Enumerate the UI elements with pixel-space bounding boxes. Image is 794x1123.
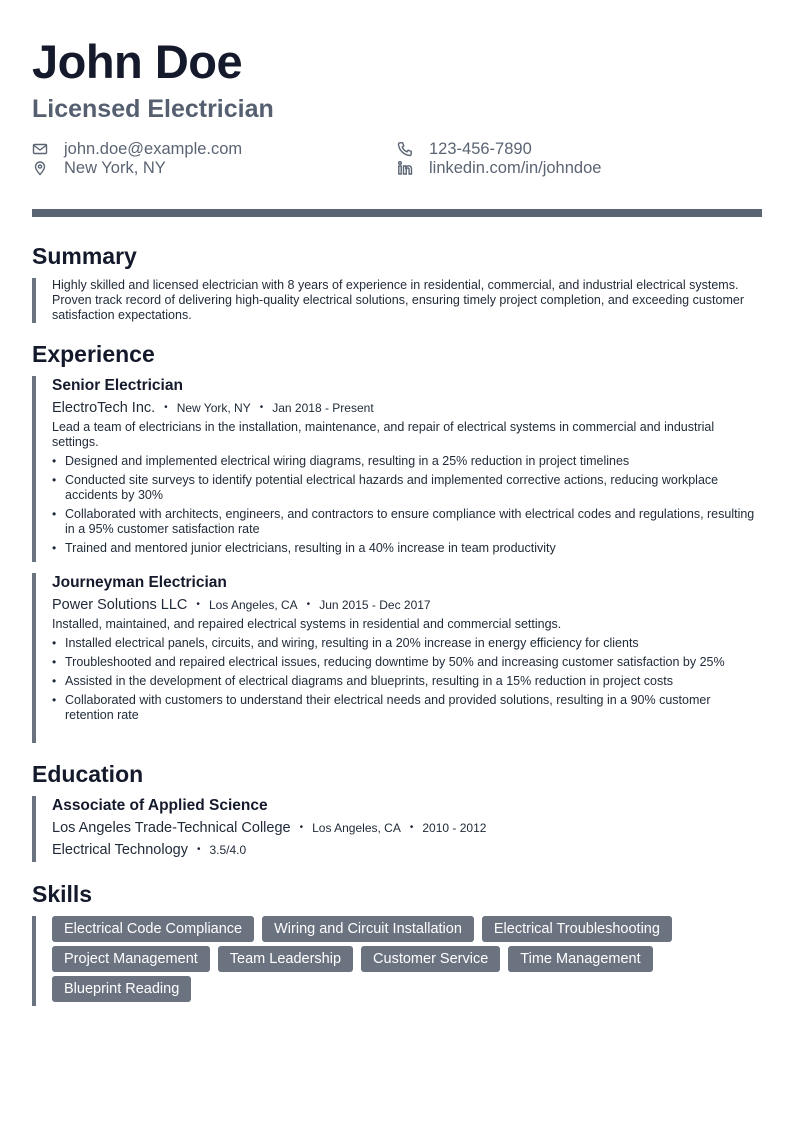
- job-description: Installed, maintained, and repaired electrical systems in residential and commercial settings.: [52, 617, 562, 631]
- degree-title: Associate of Applied Science: [52, 797, 268, 814]
- list-item: • Designed and implemented electrical wiring diagrams, resulting in a 25% reduction in project timelines: [52, 454, 630, 468]
- experience-heading: Experience: [32, 341, 155, 367]
- skill-chip: Wiring and Circuit Installation: [262, 916, 474, 942]
- linkedin-text[interactable]: linkedin.com/in/johndoe: [429, 159, 602, 177]
- gpa: 3.5/4.0: [209, 843, 247, 857]
- skill-chip: Blueprint Reading: [52, 976, 191, 1002]
- separator-dot: •: [409, 822, 414, 833]
- header-divider: [32, 209, 762, 217]
- phone-icon: [397, 141, 413, 157]
- summary-block: [32, 278, 762, 323]
- summary-heading: Summary: [32, 243, 137, 269]
- education-heading: Education: [32, 761, 144, 787]
- separator-dot: •: [259, 402, 264, 413]
- job-entry: [32, 376, 762, 562]
- job-achievements: [52, 454, 762, 556]
- education-meta: [52, 818, 762, 838]
- job-meta: [52, 398, 762, 418]
- education-entry: [32, 796, 762, 862]
- skill-chip: Team Leadership: [218, 946, 353, 972]
- job-entry: [32, 573, 762, 743]
- separator-dot: •: [306, 599, 311, 610]
- email-text[interactable]: john.doe@example.com: [64, 140, 243, 158]
- location-text: New York, NY: [64, 159, 166, 177]
- list-item: • Collaborated with architects, engineers, and contractors to ensure compliance with electrical codes and regulations, resulting in a 95% customer satisfaction rate: [52, 507, 755, 536]
- skill-chip: Project Management: [52, 946, 210, 972]
- list-item: • Conducted site surveys to identify potential electrical hazards and implemented corrective actions, reducing workplace accidents by 30%: [52, 473, 719, 502]
- job-location: Los Angeles, CA: [208, 598, 298, 612]
- skills-block: [32, 916, 762, 1006]
- job-achievements: [52, 636, 762, 723]
- school-name: Los Angeles Trade-Technical College: [52, 820, 291, 836]
- list-item: • Trained and mentored junior electricians, resulting in a 40% increase in team productivity: [52, 541, 556, 555]
- list-item: • Troubleshooted and repaired electrical issues, reducing downtime by 50% and increasing customer satisfaction by 25%: [52, 655, 725, 669]
- separator-dot: •: [164, 402, 168, 413]
- job-dates: Jun 2015 - Dec 2017: [319, 598, 431, 612]
- contact-location: [32, 158, 166, 178]
- skill-chip: Customer Service: [361, 946, 500, 972]
- contact-linkedin[interactable]: [397, 158, 601, 178]
- skill-chip: Electrical Code Compliance: [52, 916, 254, 942]
- location-pin-icon: [32, 160, 48, 176]
- linkedin-icon: [397, 160, 413, 176]
- job-company: ElectroTech Inc.: [52, 400, 156, 416]
- phone-text[interactable]: 123-456-7890: [429, 140, 532, 158]
- summary-text: Highly skilled and licensed electrician with 8 years of experience in residential, commercial, and industrial electrical systems. Proven track record of delivering high-quality electrical solutions, ensuring timely project completion, and exceeding customer satisfaction expectations.: [52, 278, 745, 322]
- skills-heading: Skills: [32, 881, 93, 907]
- education-details: [52, 840, 762, 860]
- list-item: • Assisted in the development of electrical diagrams and blueprints, resulting in a 15% reduction in project costs: [52, 674, 673, 688]
- list-item: • Collaborated with customers to understand their electrical needs and provided solutions, resulting in a 90% customer retention rate: [52, 693, 711, 722]
- skills-list: [52, 916, 752, 1002]
- field-of-study: Electrical Technology: [52, 842, 188, 858]
- skill-chip: Time Management: [508, 946, 652, 972]
- candidate-title: Licensed Electrician: [32, 95, 274, 123]
- job-company: Power Solutions LLC: [52, 597, 188, 613]
- separator-dot: •: [299, 822, 304, 833]
- job-description: Lead a team of electricians in the installation, maintenance, and repair of electrical systems in commercial and industrial settings.: [52, 420, 715, 449]
- contact-email[interactable]: [32, 139, 242, 159]
- separator-dot: •: [196, 844, 201, 855]
- job-meta: [52, 595, 762, 615]
- separator-dot: •: [196, 599, 200, 610]
- skill-chip: Electrical Troubleshooting: [482, 916, 672, 942]
- school-location: Los Angeles, CA: [312, 821, 401, 835]
- job-dates: Jan 2018 - Present: [272, 401, 374, 415]
- list-item: • Installed electrical panels, circuits, and wiring, resulting in a 20% increase in energy efficiency for clients: [52, 636, 639, 650]
- contact-phone[interactable]: [397, 139, 532, 159]
- mail-icon: [32, 141, 48, 157]
- job-title: Senior Electrician: [52, 377, 183, 394]
- education-dates: 2010 - 2012: [422, 821, 487, 835]
- job-location: New York, NY: [176, 401, 251, 415]
- candidate-name: John Doe: [32, 35, 243, 88]
- job-title: Journeyman Electrician: [52, 574, 227, 591]
